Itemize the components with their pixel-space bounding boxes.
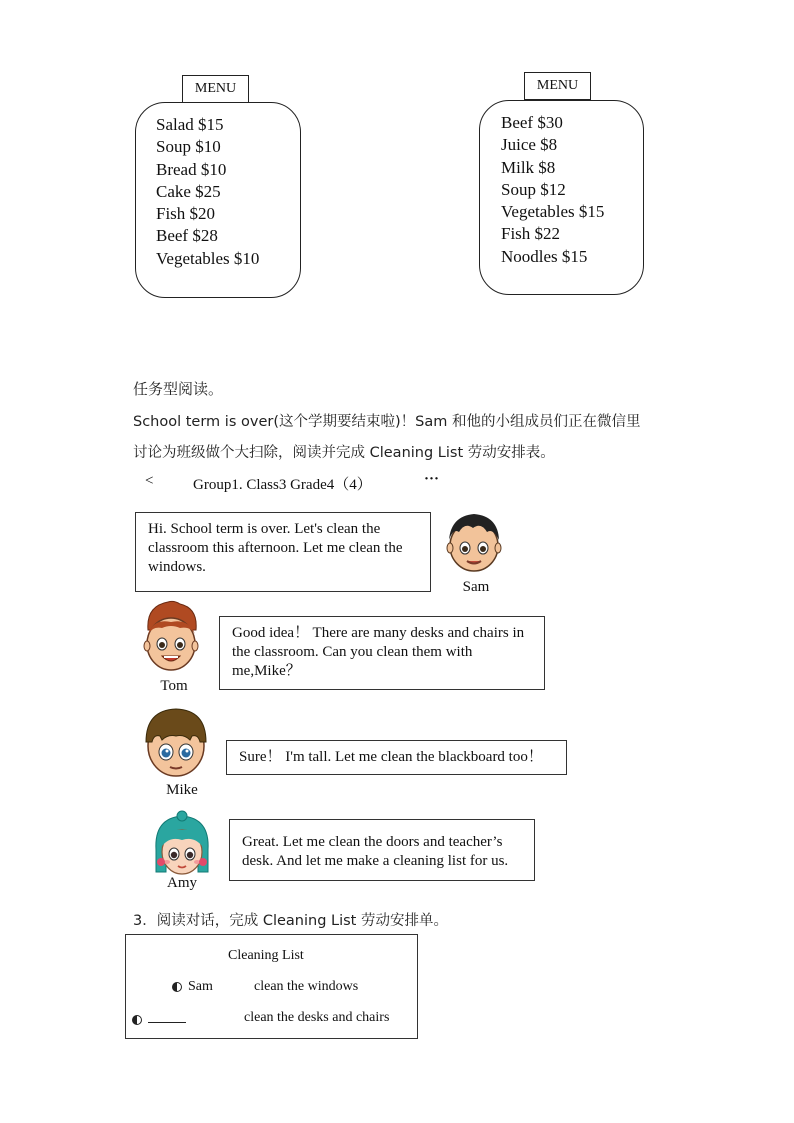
bullet-icon: [132, 1015, 142, 1025]
task-intro-line2: 讨论为班级做个大扫除，阅读并完成 Cleaning List 劳动安排表。: [133, 445, 555, 461]
menu-tab-left: MENU: [182, 75, 249, 103]
avatar-name-mike: Mike: [166, 782, 198, 798]
avatar-amy: [152, 810, 212, 878]
menu-item: Bread $10: [156, 159, 227, 179]
menu-item: Fish $22: [501, 224, 561, 244]
menu-list-left: [156, 114, 259, 270]
cleaning-list-box: [125, 934, 418, 1039]
avatar-sam: [443, 510, 505, 576]
chat-message-amy: Great. Let me clean the doors and teacher’s desk. And let me make a cleaning list for us.: [229, 819, 535, 881]
chat-message-sam: Hi. School term is over. Let's clean the classroom this afternoon. Let me clean the windows.: [135, 512, 431, 592]
menu-item: Salad $15: [156, 115, 224, 134]
chat-message-mike: Sure！ I'm tall. Let me clean the blackboard too！: [226, 740, 567, 775]
menu-item: Milk $8: [501, 157, 556, 177]
avatar-tom: [140, 600, 202, 678]
task-intro-line1: School term is over(这个学期要结束啦)！Sam 和他的小组成员们正在微信里: [133, 414, 641, 430]
chat-message-tom: Good idea！ There are many desks and chairs in the classroom. Can you clean them with me,Mike？: [219, 616, 545, 690]
cleaning-row-2-task: clean the desks and chairs: [244, 1010, 390, 1025]
bullet-icon: [172, 982, 182, 992]
avatar-name-sam: Sam: [462, 579, 490, 595]
menu-item: Vegetables $15: [501, 202, 605, 222]
cleaning-list-row-2: [132, 1010, 186, 1028]
menu-board-right: [479, 100, 644, 295]
menu-item: Beef $30: [501, 113, 563, 132]
answer-blank[interactable]: [148, 1010, 186, 1023]
menu-item: Soup $12: [501, 179, 566, 199]
menu-tab-right: MENU: [524, 72, 591, 100]
cleaning-row-1-task: clean the windows: [254, 979, 359, 994]
avatar-mike: [140, 706, 212, 782]
cleaning-list-title: Cleaning List: [228, 948, 304, 963]
menu-item: Vegetables $10: [156, 248, 260, 268]
chat-more-icon[interactable]: ···: [424, 471, 440, 487]
avatar-name-amy: Amy: [167, 875, 197, 891]
cleaning-list-row-1: [172, 979, 213, 995]
cleaning-row-1-name: Sam: [188, 979, 213, 994]
menu-item: Juice $8: [501, 135, 558, 155]
chat-group-name: Group1. Class3 Grade4（4）: [193, 477, 372, 493]
menu-item: Soup $10: [156, 137, 221, 157]
menu-item: Cake $25: [156, 181, 221, 201]
menu-item: Beef $28: [156, 226, 218, 246]
menu-list-right: [501, 112, 604, 268]
menu-item: Fish $20: [156, 204, 216, 224]
menu-item: Noodles $15: [501, 246, 588, 266]
menu-board-left: [135, 102, 301, 298]
question-label: 3．阅读对话，完成 Cleaning List 劳动安排单。: [133, 913, 448, 929]
task-title: 任务型阅读。: [133, 380, 224, 398]
chat-back-icon[interactable]: <: [145, 473, 154, 489]
avatar-name-tom: Tom: [160, 678, 188, 694]
